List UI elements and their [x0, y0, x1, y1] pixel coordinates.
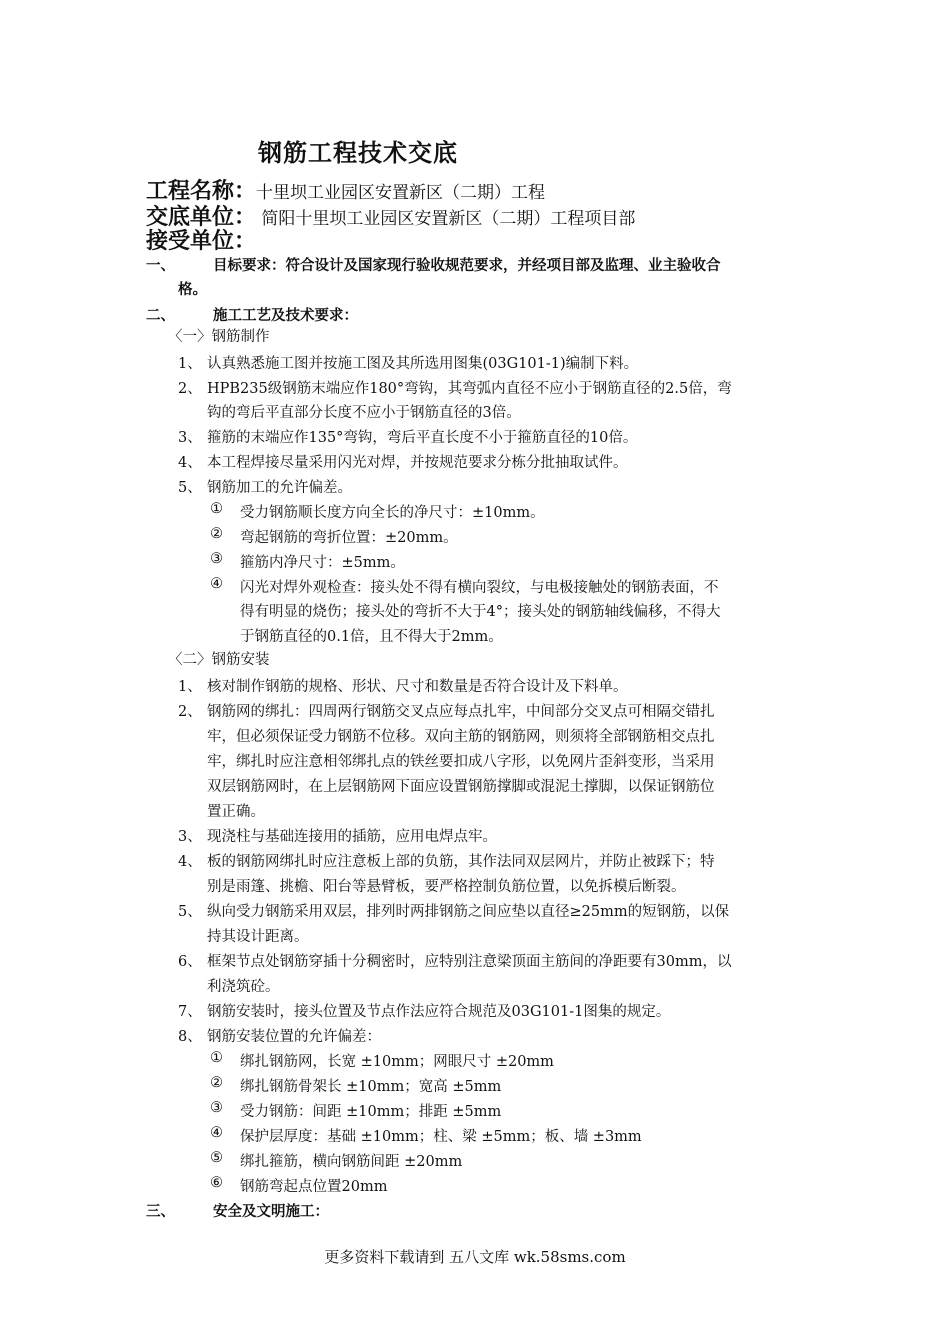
part2-item-number: 1、 — [178, 679, 202, 695]
part2-item-number: 3、 — [178, 829, 202, 845]
part1-tolerance-text: 于钢筋直径的0.1倍，且不得大于2mm。 — [240, 629, 503, 645]
part1-tolerance-number: ① — [210, 501, 223, 517]
part2-tolerance-number: ⑤ — [210, 1150, 223, 1166]
part2-item-text: 板的钢筋网绑扎时应注意板上部的负筋，其作法同双层网片，并防止被踩下；特 — [207, 854, 715, 870]
part2-item-text: 利浇筑砼。 — [207, 979, 280, 995]
part1-item-number: 5、 — [178, 480, 202, 496]
part-2-heading: 〈二〉钢筋安装 — [168, 652, 270, 668]
part2-tolerance-text: 绑扎箍筋，横向钢筋间距 ±20mm — [240, 1154, 463, 1170]
section-1-number: 一、 — [146, 257, 175, 274]
part2-tolerance-text: 绑扎钢筋网，长宽 ±10mm；网眼尺寸 ±20mm — [240, 1054, 554, 1070]
part-1-heading: 〈一〉钢筋制作 — [168, 329, 270, 345]
section-3-title: 安全及文明施工： — [213, 1203, 329, 1220]
section-1-line-1: 目标要求：符合设计及国家现行验收规范要求，并经项目部及监理、业主验收合 — [213, 257, 721, 274]
part2-item-text: 钢筋安装位置的允许偏差： — [207, 1029, 381, 1045]
receiver-row — [146, 224, 256, 255]
part1-item-text: 钢筋加工的允许偏差。 — [207, 480, 352, 496]
section-2-number: 二、 — [146, 307, 175, 324]
part2-item-text: 牢，但必须保证受力钢筋不位移。双向主筋的钢筋网，则须将全部钢筋相交点扎 — [207, 729, 715, 745]
document-title: 钢筋工程技术交底 — [258, 139, 458, 167]
part2-item-text: 钢筋网的绑扎：四周两行钢筋交叉点应每点扎牢，中间部分交叉点可相隔交错扎 — [207, 704, 715, 720]
part2-tolerance-text: 保护层厚度：基础 ±10mm；柱、梁 ±5mm；板、墙 ±3mm — [240, 1129, 642, 1145]
section-3-number: 三、 — [146, 1203, 175, 1220]
project-name-label: 工程名称： — [146, 179, 257, 204]
part1-item-text: 箍筋的末端应作135°弯钩，弯后平直长度不小于箍筋直径的10倍。 — [207, 430, 638, 446]
part1-tolerance-text: 弯起钢筋的弯折位置：±20mm。 — [240, 530, 458, 546]
part2-item-text: 置正确。 — [207, 804, 265, 820]
part1-tolerance-text: 受力钢筋顺长度方向全长的净尺寸：±10mm。 — [240, 505, 545, 521]
part2-item-text: 持其设计距离。 — [207, 929, 309, 945]
part2-item-number: 4、 — [178, 854, 202, 870]
part2-item-number: 2、 — [178, 704, 202, 720]
part2-item-text: 核对制作钢筋的规格、形状、尺寸和数量是否符合设计及下料单。 — [207, 679, 628, 695]
part1-item-number: 1、 — [178, 356, 202, 372]
part2-item-text: 现浇柱与基础连接用的插筋，应用电焊点牢。 — [207, 829, 497, 845]
issuer-label: 交底单位： — [146, 205, 257, 230]
part2-tolerance-number: ⑥ — [210, 1175, 223, 1191]
part2-item-number: 8、 — [178, 1029, 202, 1045]
part1-tolerance-text: 箍筋内净尺寸：±5mm。 — [240, 555, 405, 571]
part1-tolerance-text: 闪光对焊外观检查：接头处不得有横向裂纹，与电极接触处的钢筋表面，不 — [240, 580, 719, 596]
section-2-title: 施工工艺及技术要求： — [213, 307, 358, 324]
part2-item-number: 5、 — [178, 904, 202, 920]
part1-item-number: 3、 — [178, 430, 202, 446]
part2-tolerance-text: 受力钢筋：间距 ±10mm；排距 ±5mm — [240, 1104, 502, 1120]
part2-tolerance-number: ① — [210, 1050, 223, 1066]
part1-item-number: 2、 — [178, 381, 202, 397]
part2-item-text: 纵向受力钢筋采用双层，排列时两排钢筋之间应垫以直径≥25mm的短钢筋，以保 — [207, 904, 730, 920]
footer-download-link[interactable]: 更多资料下载请到 五八文库 wk.58sms.com — [324, 1248, 626, 1266]
part1-tolerance-number: ③ — [210, 551, 223, 567]
part2-item-text: 别是雨篷、挑檐、阳台等悬臂板，要严格控制负筋位置，以免拆模后断裂。 — [207, 879, 686, 895]
part1-item-text: 钩的弯后平直部分长度不应小于钢筋直径的3倍。 — [207, 405, 521, 421]
part1-item-text: 认真熟悉施工图并按施工图及其所选用图集(03G101-1)编制下料。 — [207, 356, 639, 372]
part2-tolerance-text: 绑扎钢筋骨架长 ±10mm；宽高 ±5mm — [240, 1079, 502, 1095]
part1-tolerance-text: 得有明显的烧伤；接头处的弯折不大于4°；接头处的钢筋轴线偏移，不得大 — [240, 604, 721, 620]
issuer-value: 简阳十里坝工业园区安置新区（二期）工程项目部 — [256, 209, 636, 229]
receiver-label: 接受单位： — [146, 229, 257, 254]
part2-item-number: 6、 — [178, 954, 202, 970]
part2-item-text: 双层钢筋网时，在上层钢筋网下面应设置钢筋撑脚或混泥土撑脚，以保证钢筋位 — [207, 779, 715, 795]
part2-tolerance-number: ③ — [210, 1100, 223, 1116]
section-1-line-2: 格。 — [178, 281, 207, 298]
part2-tolerance-number: ② — [210, 1075, 223, 1091]
part2-item-text: 牢，绑扎时应注意相邻绑扎点的铁丝要扣成八字形，以免网片歪斜变形，当采用 — [207, 754, 715, 770]
part1-item-number: 4、 — [178, 455, 202, 471]
part1-tolerance-number: ④ — [210, 576, 223, 592]
part2-item-text: 框架节点处钢筋穿插十分稠密时，应特别注意梁顶面主筋间的净距要有30mm，以 — [207, 954, 732, 970]
part2-item-number: 7、 — [178, 1004, 202, 1020]
part2-item-text: 钢筋安装时，接头位置及节点作法应符合规范及03G101-1图集的规定。 — [207, 1004, 671, 1020]
project-name-value: 十里坝工业园区安置新区（二期）工程 — [256, 183, 546, 203]
part2-tolerance-number: ④ — [210, 1125, 223, 1141]
part1-item-text: HPB235级钢筋末端应作180°弯钩，其弯弧内直径不应小于钢筋直径的2.5倍，弯 — [207, 381, 732, 397]
part1-item-text: 本工程焊接尽量采用闪光对焊，并按规范要求分栋分批抽取试件。 — [207, 455, 628, 471]
part2-tolerance-text: 钢筋弯起点位置20mm — [240, 1179, 388, 1195]
part1-tolerance-number: ② — [210, 526, 223, 542]
